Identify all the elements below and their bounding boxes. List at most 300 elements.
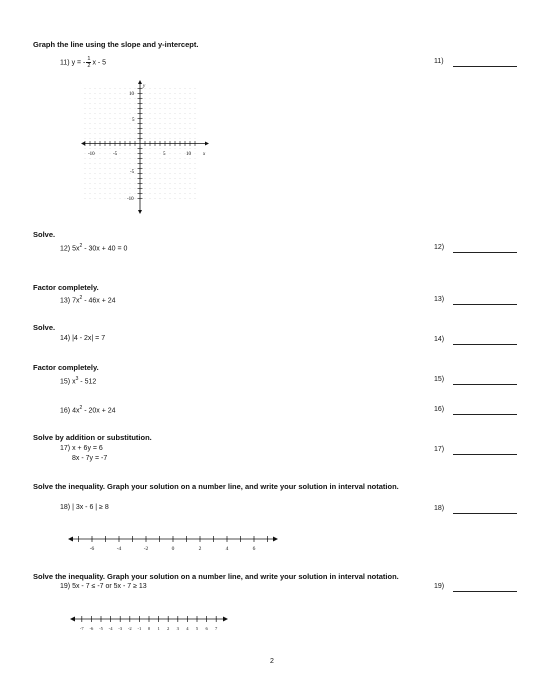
grid-dot (165, 198, 166, 199)
answer-blank-11[interactable] (453, 66, 517, 67)
grid-dot (150, 108, 151, 109)
grid-dot (120, 98, 121, 99)
grid-dot (125, 163, 126, 164)
grid-dot (110, 183, 111, 184)
grid-dot (175, 108, 176, 109)
grid-dot (190, 193, 191, 194)
answer-label-12: 12) (434, 244, 445, 251)
grid-dot (115, 88, 116, 89)
grid-dot (195, 108, 196, 109)
grid-dot (125, 198, 126, 199)
grid-dot (110, 193, 111, 194)
grid-dot (120, 188, 121, 189)
grid-dot (120, 168, 121, 169)
grid-dot (175, 193, 176, 194)
grid-dot (185, 93, 186, 94)
answer-blank-12[interactable] (453, 252, 517, 253)
grid-dot (95, 158, 96, 159)
grid-dot (145, 93, 146, 94)
grid-dot (175, 118, 176, 119)
grid-dot (90, 113, 91, 114)
y-tick-10: 10 (129, 92, 134, 97)
y-tick-neg5: -5 (130, 170, 135, 175)
grid-dot (110, 123, 111, 124)
grid-dot (125, 98, 126, 99)
grid-dot (130, 148, 131, 149)
grid-dot (170, 93, 171, 94)
number-line-ticks (79, 536, 268, 552)
grid-dot (165, 103, 166, 104)
grid-dot (115, 93, 116, 94)
grid-dot (175, 183, 176, 184)
grid-dot (105, 188, 106, 189)
tick-label: -6 (89, 546, 95, 552)
tick-label: 2 (198, 546, 202, 552)
grid-dot (180, 88, 181, 89)
grid-dot (125, 128, 126, 129)
grid-dot (155, 128, 156, 129)
grid-dot (150, 188, 151, 189)
grid-dot (130, 103, 131, 104)
grid-dot (150, 183, 151, 184)
grid-dot (145, 158, 146, 159)
grid-dot (150, 93, 151, 94)
grid-dot (195, 103, 196, 104)
grid-dot (130, 128, 131, 129)
grid-dot (125, 138, 126, 139)
grid-dot (145, 198, 146, 199)
grid-dot (125, 173, 126, 174)
grid-dot (85, 163, 86, 164)
grid-dot (135, 158, 136, 159)
grid-dot (130, 158, 131, 159)
grid-dot (95, 198, 96, 199)
grid-dot (85, 103, 86, 104)
grid-dot (165, 168, 166, 169)
grid-dot (85, 123, 86, 124)
grid-dot (185, 98, 186, 99)
grid-dot (165, 123, 166, 124)
grid-dot (135, 163, 136, 164)
grid-dot (95, 123, 96, 124)
grid-dot (125, 123, 126, 124)
grid-dot (90, 188, 91, 189)
answer-label-15: 15) (434, 376, 445, 383)
grid-dot (145, 168, 146, 169)
grid-dot (85, 148, 86, 149)
problem-15 (60, 376, 96, 385)
grid-dot (170, 128, 171, 129)
x-axis-label: x (203, 152, 206, 157)
grid-dot (180, 138, 181, 139)
tick-label: -7 (79, 626, 84, 631)
grid-dot (175, 148, 176, 149)
grid-dot (190, 93, 191, 94)
grid-dot (175, 93, 176, 94)
grid-dot (170, 113, 171, 114)
grid-dot (150, 173, 151, 174)
tick-label: -4 (108, 626, 113, 631)
grid-dot (185, 138, 186, 139)
grid-dot (90, 163, 91, 164)
grid-dot (175, 133, 176, 134)
grid-dot (150, 138, 151, 139)
problem-12 (60, 243, 127, 252)
grid-dot (195, 153, 196, 154)
grid-dot (180, 163, 181, 164)
grid-dot (100, 193, 101, 194)
grid-dot (95, 178, 96, 179)
problem-number: 18) (60, 504, 71, 511)
tick-label: 3 (176, 626, 179, 631)
grid-dot (85, 198, 86, 199)
grid-dot (150, 198, 151, 199)
grid-dot (85, 183, 86, 184)
grid-dot (90, 108, 91, 109)
grid-dot (130, 123, 131, 124)
grid-dot (160, 178, 161, 179)
grid-dot (150, 193, 151, 194)
grid-dot (150, 88, 151, 89)
y-axis-top-arrow (138, 80, 142, 84)
problem-14 (60, 335, 105, 342)
grid-dot (85, 133, 86, 134)
grid-dot (90, 133, 91, 134)
grid-dot (110, 103, 111, 104)
grid-dot (110, 158, 111, 159)
grid-dot (110, 138, 111, 139)
tick-label: 2 (167, 626, 170, 631)
grid-dot (160, 113, 161, 114)
grid-dot (185, 88, 186, 89)
grid-dot (145, 133, 146, 134)
grid-dot (130, 178, 131, 179)
grid-dot (160, 128, 161, 129)
grid-dot (190, 198, 191, 199)
grid-dot (120, 148, 121, 149)
tick-label: 6 (205, 626, 208, 631)
grid-dot (90, 93, 91, 94)
grid-dot (85, 93, 86, 94)
grid-dot (110, 178, 111, 179)
grid-dot (120, 123, 121, 124)
grid-dot (95, 98, 96, 99)
tick-label: -2 (127, 626, 132, 631)
grid-dot (115, 133, 116, 134)
answer-blank-16[interactable] (453, 414, 517, 415)
grid-dot (125, 133, 126, 134)
grid-dot (85, 153, 86, 154)
exponent: 3 (75, 376, 79, 382)
grid-dot (180, 113, 181, 114)
y-tick-neg10: -10 (127, 197, 134, 202)
answer-blank-13[interactable] (453, 304, 517, 305)
grid-dot (100, 163, 101, 164)
grid-dot (160, 158, 161, 159)
grid-dot (115, 193, 116, 194)
grid-dot (170, 88, 171, 89)
grid-dot (160, 173, 161, 174)
grid-dot (105, 198, 106, 199)
answer-label-16: 16) (434, 406, 445, 413)
grid-dot (185, 193, 186, 194)
grid-dot (195, 158, 196, 159)
grid-dot (135, 173, 136, 174)
grid-dot (145, 183, 146, 184)
grid-dot (115, 113, 116, 114)
grid-dot (105, 113, 106, 114)
grid-dot (110, 173, 111, 174)
grid-dot (95, 108, 96, 109)
grid-dot (135, 98, 136, 99)
tick-label: -4 (116, 546, 122, 552)
grid-dot (110, 133, 111, 134)
grid-dot (110, 93, 111, 94)
grid-dot (95, 183, 96, 184)
answer-label-14: 14) (434, 336, 445, 343)
grid-dot (160, 98, 161, 99)
grid-dot (90, 138, 91, 139)
expression-part: 5x (72, 245, 80, 253)
grid-dot (95, 113, 96, 114)
grid-dot (120, 93, 121, 94)
grid-dot (95, 93, 96, 94)
grid-dot (125, 188, 126, 189)
grid-dot (85, 168, 86, 169)
grid-dot (185, 128, 186, 129)
grid-dot (150, 153, 151, 154)
grid-dot (120, 178, 121, 179)
problem-number: 13) (60, 297, 71, 305)
grid-dot (190, 148, 191, 149)
answer-blank-14[interactable] (453, 344, 517, 345)
grid-dot (125, 88, 126, 89)
number-line-19[interactable] (70, 612, 228, 634)
grid-dot (115, 168, 116, 169)
grid-dot (160, 188, 161, 189)
system-equation-2: 8x - 7y = -7 (72, 455, 108, 462)
grid-dot (195, 198, 196, 199)
grid-dot (180, 98, 181, 99)
tick-label: 1 (157, 626, 160, 631)
grid-dot (115, 138, 116, 139)
grid-dot (110, 168, 111, 169)
grid-dot (155, 188, 156, 189)
grid-dot (155, 158, 156, 159)
grid-dot (180, 148, 181, 149)
grid-dot (190, 158, 191, 159)
grid-dot (155, 123, 156, 124)
grid-dot (125, 153, 126, 154)
grid-dot (85, 113, 86, 114)
answer-label-13: 13) (434, 296, 445, 303)
grid-dot (180, 93, 181, 94)
grid-dot (105, 153, 106, 154)
grid-dot (135, 138, 136, 139)
grid-dot (105, 133, 106, 134)
problem-13 (60, 295, 116, 304)
system-equation-1: x + 6y = 6 (72, 445, 103, 452)
grid-dot (160, 93, 161, 94)
x-tick-neg5: -5 (113, 152, 118, 157)
grid-dot (170, 163, 171, 164)
grid-dot (120, 183, 121, 184)
grid-dot (125, 113, 126, 114)
problem-18 (60, 504, 109, 511)
grid-dot (105, 123, 106, 124)
grid-dot (190, 173, 191, 174)
grid-dot (170, 178, 171, 179)
grid-dot (150, 163, 151, 164)
grid-dot (115, 188, 116, 189)
grid-dot (190, 113, 191, 114)
grid-dot (185, 103, 186, 104)
grid-dot (85, 98, 86, 99)
answer-blank-18[interactable] (453, 513, 517, 514)
grid-dot (165, 98, 166, 99)
grid-dot (190, 178, 191, 179)
grid-dot (110, 88, 111, 89)
problem-11 (60, 56, 106, 69)
grid-dot (115, 158, 116, 159)
grid-dot (115, 123, 116, 124)
grid-dot (125, 108, 126, 109)
grid-dot (100, 188, 101, 189)
grid-dot (195, 183, 196, 184)
expression-part: 4x (72, 407, 80, 415)
problem-number: 12) (60, 245, 71, 253)
grid-dot (175, 153, 176, 154)
grid-dot (160, 103, 161, 104)
grid-dot (100, 183, 101, 184)
grid-dot (195, 148, 196, 149)
grid-dot (155, 113, 156, 114)
grid-dot (160, 148, 161, 149)
grid-dot (155, 163, 156, 164)
grid-dot (150, 98, 151, 99)
grid-dot (120, 133, 121, 134)
grid-dot (195, 193, 196, 194)
grid-dot (85, 188, 86, 189)
problem-16 (60, 405, 116, 414)
right-arrow (223, 617, 228, 622)
answer-label-11: 11) (434, 58, 444, 65)
grid-dot (110, 148, 111, 149)
grid-dot (150, 123, 151, 124)
grid-dot (100, 113, 101, 114)
problem-number: 14) (60, 335, 71, 342)
grid-dot (175, 103, 176, 104)
grid-dot (115, 173, 116, 174)
grid-dot (195, 138, 196, 139)
grid-dot (160, 198, 161, 199)
grid-dot (90, 183, 91, 184)
grid-dot (115, 178, 116, 179)
grid-dot (90, 168, 91, 169)
exponent: 2 (79, 243, 83, 249)
grid-dot (105, 138, 106, 139)
grid-dot (120, 173, 121, 174)
answer-blank-19[interactable] (453, 591, 517, 592)
grid-dot (145, 188, 146, 189)
grid-dot (115, 108, 116, 109)
grid-dot (100, 158, 101, 159)
inequality-instruction-2: Solve the inequality. Graph your solution on a number line, and write your solution in interval notation. (33, 572, 399, 581)
grid-dot (195, 98, 196, 99)
grid-dot (85, 138, 86, 139)
grid-dot (125, 118, 126, 119)
coordinate-grid[interactable] (80, 80, 210, 215)
grid-dot (150, 178, 151, 179)
answer-blank-15[interactable] (453, 384, 517, 385)
grid-dot (90, 88, 91, 89)
grid-dot (180, 183, 181, 184)
grid-dot (165, 163, 166, 164)
grid-dot (100, 198, 101, 199)
grid-dot (110, 188, 111, 189)
grid-dot (195, 178, 196, 179)
grid-dot (95, 103, 96, 104)
grid-dot (175, 98, 176, 99)
grid-dot (160, 163, 161, 164)
problem-19 (60, 583, 147, 590)
grid-dot (175, 138, 176, 139)
grid-dot (175, 168, 176, 169)
grid-dot (95, 148, 96, 149)
grid-dot (85, 158, 86, 159)
grid-dot (145, 118, 146, 119)
problem-number: 15) (60, 378, 71, 386)
grid-dot (145, 178, 146, 179)
answer-blank-17[interactable] (453, 454, 517, 455)
number-line-18[interactable] (68, 532, 278, 552)
right-arrow (273, 537, 278, 542)
grid-dot (170, 158, 171, 159)
grid-dot (150, 113, 151, 114)
grid-dot (165, 158, 166, 159)
grid-dot (190, 183, 191, 184)
grid-dot (145, 113, 146, 114)
grid-dot (95, 173, 96, 174)
grid-dot (165, 178, 166, 179)
grid-dot (195, 163, 196, 164)
grid-dot (90, 173, 91, 174)
grid-dot (90, 123, 91, 124)
grid-dot (155, 98, 156, 99)
expression-part: x (72, 378, 76, 386)
problem-number: 17) (60, 445, 71, 452)
grid-dot (150, 158, 151, 159)
grid-dot (190, 123, 191, 124)
x-axis-right-arrow (205, 142, 209, 146)
grid-dot (155, 168, 156, 169)
grid-dot (195, 128, 196, 129)
grid-dot (110, 108, 111, 109)
tick-label: -2 (143, 546, 149, 552)
equation-rhs: x - 5 (92, 59, 107, 67)
grid-dot (135, 123, 136, 124)
grid-dot (100, 123, 101, 124)
factor-instruction-2: Factor completely. (33, 363, 99, 372)
grid-dot (155, 198, 156, 199)
grid-dot (105, 183, 106, 184)
grid-dot (120, 88, 121, 89)
grid-dot (115, 148, 116, 149)
grid-dot (135, 183, 136, 184)
grid-dot (170, 108, 171, 109)
grid-dot (90, 118, 91, 119)
grid-dot (155, 173, 156, 174)
